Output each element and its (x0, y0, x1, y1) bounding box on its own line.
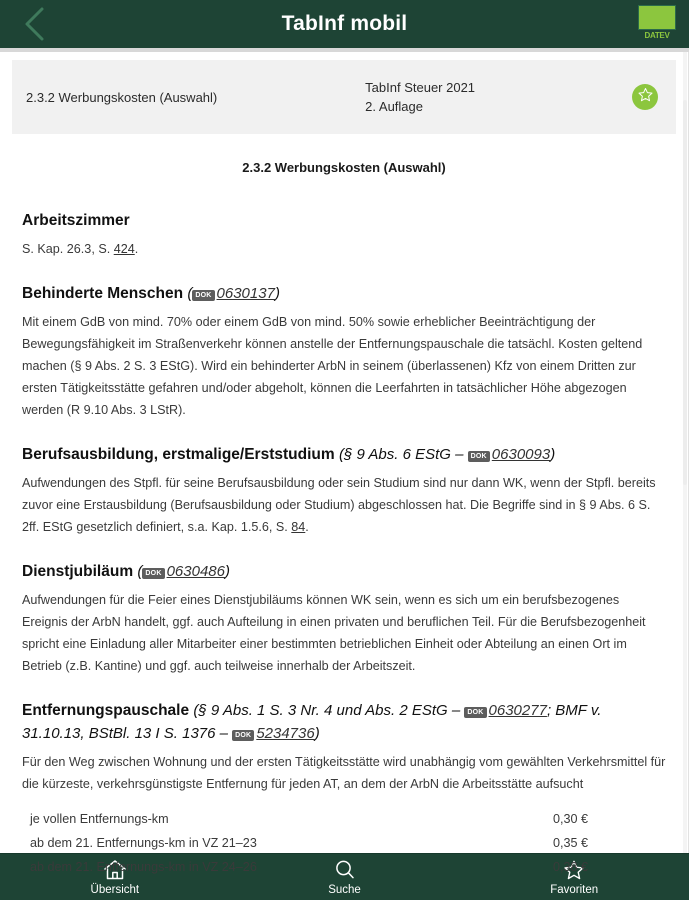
tab-label: Suche (328, 883, 361, 896)
datev-logo-square (638, 5, 676, 30)
entry-entfernungspauschale (22, 699, 666, 879)
entry-heading (22, 209, 666, 232)
entry-paragraph: Aufwendungen für die Feier eines Dienstjubiläums können WK sein, wenn es sich um ein berufsbezogenes Ereignis der ArbN handelt, ggf. auch Aufteilung in einen privaten und beruflichen Teil. Für die Berufsbezogenheit spricht eine Einladung aller Mitarbeiter einer bestimmten betrieblichen Einheit oder Abteilung an einen Ort im Betrieb (z.B. Kantine) und ggf. auch teilweise innerhalb der Arbeitszeit. (22, 593, 646, 673)
back-button[interactable] (10, 0, 58, 48)
document-heading: 2.3.2 Werbungskosten (Auswahl) (242, 160, 446, 175)
entry-heading-text: Berufsausbildung, erstmalige/Erststudium (22, 446, 335, 463)
doc-badge-icon: DOK (192, 290, 214, 301)
document-body (0, 160, 688, 911)
document-scroll-area[interactable] (0, 52, 688, 874)
doc-reference-link[interactable]: 0630137 (216, 285, 275, 302)
doc-reference-link[interactable]: 0630093 (491, 446, 551, 463)
scrollbar-thumb[interactable] (683, 100, 687, 484)
entry-citation (137, 563, 230, 580)
paragraph-part-2: . (305, 520, 309, 534)
rate-label: ab dem 21. Entfernungs-km in VZ 24–26 (30, 860, 257, 874)
entry-heading-text: Behinderte Menschen (22, 285, 184, 302)
reference-suffix: . (134, 242, 139, 256)
entry-heading (22, 560, 666, 583)
paragraph-part-1: Aufwendungen des Stpfl. für seine Berufsausbildung oder sein Studium sind nur dann WK, wenn der Stpfl. bereits zuvor eine Erstausbildung (Berufsausbildung oder Studium) abgeschlossen hat. Die Begriffe sind in § 9 Abs. 6 S. 2ff. EStG gesetzlich definiert, s.a. Kap. 1.5.6, S. (22, 476, 656, 534)
rate-table (22, 807, 666, 879)
entry-heading-text: Dienstjubiläum (22, 563, 134, 580)
citation-close: ) (550, 446, 556, 463)
chevron-left-icon (23, 7, 45, 41)
rate-label: je vollen Entfernungs-km (30, 812, 169, 826)
page-link[interactable]: 424 (113, 242, 135, 256)
favorite-button[interactable] (628, 84, 662, 110)
entry-arbeitszimmer (22, 209, 666, 260)
entry-reference-line (22, 238, 666, 260)
rate-value: 0,35 € (552, 836, 588, 850)
doc-reference-link-2[interactable]: 5234736 (256, 725, 315, 742)
entry-citation (187, 285, 280, 302)
table-row (22, 831, 666, 855)
citation-open: (§ 9 Abs. 1 S. 3 Nr. 4 und Abs. 2 EStG – (193, 702, 465, 719)
page-title: TabInf mobil (281, 12, 408, 35)
entry-paragraph: Für den Weg zwischen Wohnung und der ersten Tätigkeitsstätte wird unabhängig vom gewählten Verkehrsmittel für die kürzeste, verkehrsgünstigste Entfernung für jeden AT, an dem der ArbN die Arbeitsstätte aufsucht (22, 755, 666, 791)
info-product-edition: 2. Auflage (365, 99, 423, 114)
tab-label: Übersicht (90, 883, 140, 896)
entry-dienstjubilaeum (22, 560, 666, 677)
entry-heading (22, 443, 666, 466)
rate-label: ab dem 21. Entfernungs-km in VZ 21–23 (30, 836, 257, 850)
document-info-card (12, 60, 676, 134)
doc-badge-icon: DOK (468, 451, 490, 462)
citation-open: ( (137, 563, 143, 580)
entry-heading (22, 282, 666, 305)
entry-berufsausbildung (22, 443, 666, 538)
citation-close: ) (314, 725, 320, 742)
citation-middle: ; BMF v. 31.10.13, BStBl. 13 I S. 1376 – (22, 702, 602, 742)
citation-close: ) (224, 563, 230, 580)
table-row (22, 855, 666, 879)
doc-badge-icon: DOK (232, 730, 254, 741)
entry-paragraph: Mit einem GdB von mind. 70% oder einem GdB von mind. 50% sowie erheblicher Beeinträchtigung der Bewegungsfähigkeit im Straßenverkehr können anstelle der Entfernungspauschale die tatsächl. Kosten geltend machen (§ 9 Abs. 2 S. 3 EStG). Wird ein behinderter ArbN in seinem (überlassenen) Kfz von einem Dritten zur ersten Tätigkeitsstätte gefahren und/oder abgeholt, können die Leerfahrten in tatsächlicher Höhe abgezogen werden (R 9.10 Abs. 3 LStR). (22, 315, 643, 417)
rate-value: 0,30 € (552, 812, 588, 826)
info-chapter-label: 2.3.2 Werbungskosten (Auswahl) (26, 89, 218, 105)
page-link[interactable]: 84 (291, 520, 306, 534)
reference-prefix: S. Kap. 26.3, S. (22, 242, 114, 256)
entry-heading (22, 699, 666, 745)
entry-behinderte-menschen (22, 282, 666, 421)
datev-logo (637, 5, 677, 43)
tab-label: Favoriten (550, 883, 599, 896)
info-product-title: TabInf Steuer 2021 (365, 80, 476, 95)
datev-logo-text: DATEV (644, 31, 670, 40)
rate-value: 0,38 € (552, 860, 588, 874)
doc-badge-icon: DOK (142, 568, 164, 579)
entry-paragraph (22, 472, 666, 538)
citation-open: (§ 9 Abs. 6 EStG – (338, 446, 468, 463)
favorite-badge (632, 84, 658, 110)
table-row (22, 807, 666, 831)
scrollbar-track[interactable] (683, 52, 687, 853)
citation-open: ( (187, 285, 193, 302)
info-product-block (365, 78, 628, 116)
entry-citation (339, 446, 555, 463)
top-navigation-bar (0, 0, 689, 48)
entry-heading-text: Arbeitszimmer (22, 212, 130, 229)
doc-reference-link[interactable]: 0630277 (488, 702, 547, 719)
content-area (0, 52, 689, 874)
doc-reference-link[interactable]: 0630486 (166, 563, 225, 580)
star-icon (637, 86, 654, 108)
entry-heading-text: Entfernungspauschale (22, 702, 190, 719)
doc-badge-icon: DOK (464, 707, 486, 718)
citation-close: ) (274, 285, 280, 302)
